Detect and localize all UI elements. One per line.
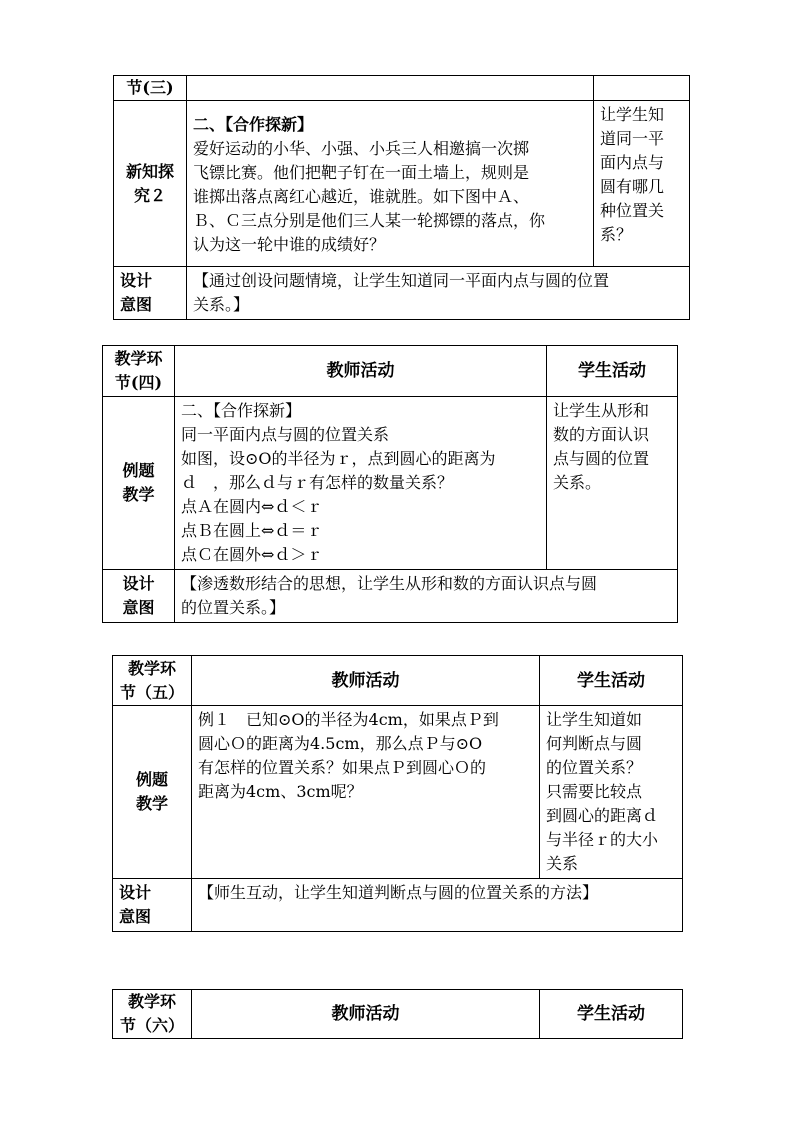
design-intent-cell: 【师生互动，让学生知道判断点与圆的位置关系的方法】: [192, 879, 683, 932]
student-activity-cell: 让学生知 道同一平 面内点与 圆有哪几 种位置关 系？: [594, 101, 690, 267]
student-activity-cell: 让学生从形和 数的方面认识 点与圆的位置 关系。: [547, 397, 678, 570]
design-row: [103, 570, 678, 623]
student-activity-title: 学生活动: [540, 656, 683, 706]
design-row: [114, 267, 690, 320]
table-section-6: [112, 989, 683, 1039]
content-row: [103, 397, 678, 570]
teacher-activity-title: 教师活动: [192, 656, 540, 706]
teacher-activity-cell: 二、【合作探新】 爱好运动的小华、小强、小兵三人相邀搞一次掷 飞镖比赛。他们把靶子钉在一面土墙上，规则是 谁掷出落点离红心越近，谁就胜。如下图中Ａ、 Ｂ、Ｃ三点分别是他们三人某一轮掷镖的落点，你 认为这一轮中谁的成绩好？: [187, 101, 594, 267]
teacher-activity-cell: 例１ 已知⊙O的半径为4cm，如果点Ｐ到 圆心Ｏ的距离为4.5cm，那么点Ｐ与⊙O 有怎样的位置关系？如果点Ｐ到圆心Ｏ的 距离为4cm、3cm呢？: [192, 706, 540, 879]
teacher-activity-cell: 二、【合作探新】 同一平面内点与圆的位置关系 如图，设⊙O的半径为ｒ，点到圆心的距离为 ｄ ，那么ｄ与ｒ有怎样的数量关系？ 点Ａ在圆内⇔ｄ＜ｒ 点Ｂ在圆上⇔ｄ＝ｒ 点Ｃ在圆外⇔ｄ＞ｒ: [175, 397, 547, 570]
content-row: [114, 101, 690, 267]
design-label: 设计 意图: [103, 570, 175, 623]
empty-cell: [187, 76, 594, 101]
section-label: 教学环 节（六）: [113, 990, 192, 1039]
header-row: [103, 346, 678, 397]
empty-cell: [594, 76, 690, 101]
row-label: 新知探 究２: [114, 101, 187, 267]
design-label: 设计 意图: [114, 267, 187, 320]
student-activity-title: 学生活动: [547, 346, 678, 397]
design-row: [113, 879, 683, 932]
row-label: 例题 教学: [113, 706, 192, 879]
table-section-4: [102, 345, 678, 623]
student-activity-title: 学生活动: [540, 990, 683, 1039]
teacher-activity-title: 教师活动: [175, 346, 547, 397]
section-label: 教学环 节(四): [103, 346, 175, 397]
table-section-5: [112, 655, 683, 932]
activity-heading: 二、【合作探新】: [193, 115, 314, 134]
row-label: 例题 教学: [103, 397, 175, 570]
section-label: 教学环 节（五）: [113, 656, 192, 706]
table-section-3: [113, 75, 690, 320]
design-label: 设计 意图: [113, 879, 192, 932]
design-intent-cell: 【渗透数形结合的思想，让学生从形和数的方面认识点与圆 的位置关系。】: [175, 570, 678, 623]
teacher-activity-title: 教师活动: [192, 990, 540, 1039]
design-intent-cell: 【通过创设问题情境，让学生知道同一平面内点与圆的位置 关系。】: [187, 267, 690, 320]
header-row: [114, 76, 690, 101]
header-row: [113, 656, 683, 706]
section-label: 节(三): [114, 76, 187, 101]
header-row: [113, 990, 683, 1039]
content-row: [113, 706, 683, 879]
student-activity-cell: 让学生知道如 何判断点与圆 的位置关系？ 只需要比较点 到圆心的距离ｄ 与半径ｒ的大小 关系: [540, 706, 683, 879]
